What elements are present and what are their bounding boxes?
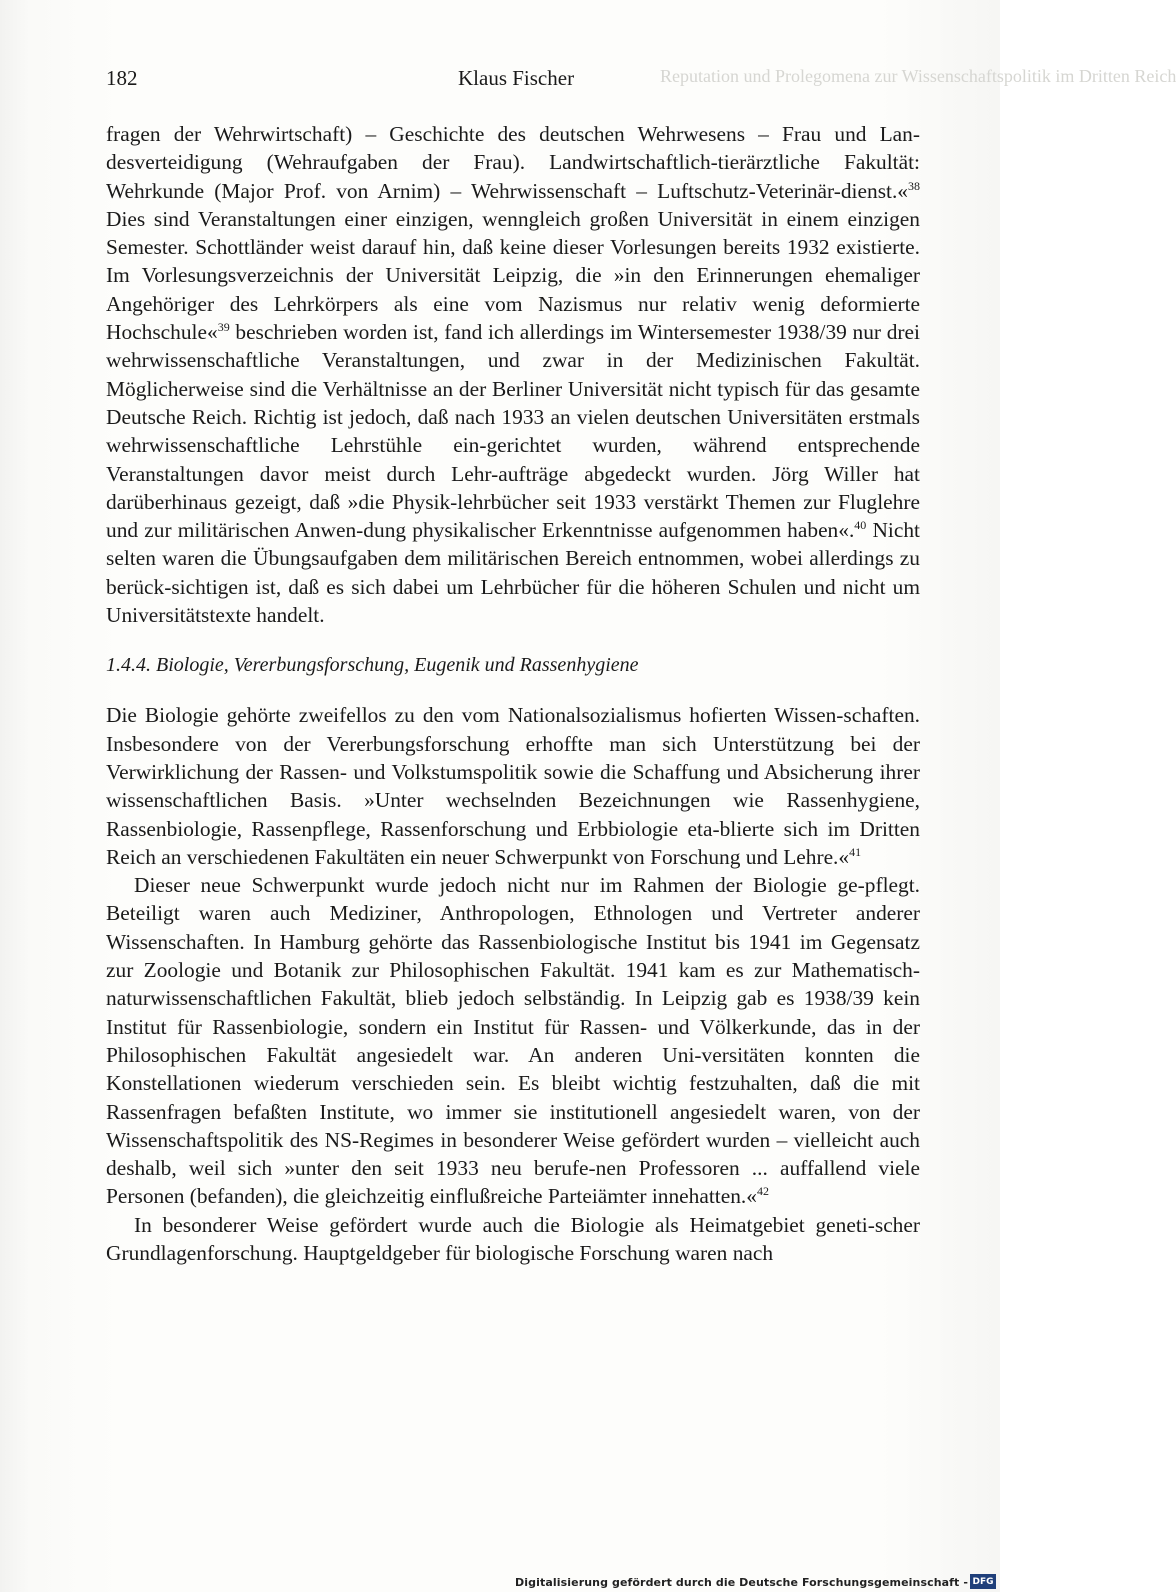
page-number: 182 [106, 66, 138, 90]
body-text [106, 120, 920, 1267]
page-header [106, 66, 910, 94]
paragraph-p2 [106, 701, 920, 871]
paragraphs-top [106, 120, 920, 629]
paragraph-text: Dieser neue Schwerpunkt wurde jedoch nicht nur im Rahmen der Biologie ge-pflegt. Beteiligt waren auch Mediziner, Anthropologen, Ethnologen und Vertreter anderer Wissenschaften. In Hamburg gehörte das Rassenbiologische Institut bis 1941 im Gegensatz zur Zoologie und Botanik zur Philosophischen Fakultät. 1941 kam es zur Mathematisch-naturwissenschaftlichen Fakultät, blieb jedoch selbständig. In Leipzig gab es 1938/39 kein Institut für Rassenbiologie, sondern ein Institut für Rassen- und Völkerkunde, das in der Philosophischen Fakultät angesiedelt war. An anderen Uni-versitäten konnten die Konstellationen wiederum verschieden sein. Es bleibt wichtig festzuhalten, daß die mit Rassenfragen befaßten Institute, wo immer sie institutionell angesiedelt waren, von der Wissenschaftspolitik des NS-Regimes in besonderer Weise gefördert wurden – vielleicht auch deshalb, weil sich »unter den seit 1933 neu berufe-nen Professoren ... auffallend viele Personen (befanden), die gleichzeitig einflußreiche Parteiämter innehatten.« [106, 873, 920, 1209]
footnote-ref: 39 [217, 320, 230, 335]
paragraph-p1 [106, 120, 920, 629]
show-through-text: Reputation und Prolegomena zur Wissenschaftspolitik im Dritten Reich [660, 66, 1176, 86]
section-heading: 1.4.4. Biologie, Vererbungsforschung, Eugenik und Rassenhygiene [106, 654, 639, 677]
paragraph-text: In besonderer Weise gefördert wurde auch die Biologie als Heimatgebiet geneti-scher Grundlagenforschung. Hauptgeldgeber für biologische Forschung waren nach [106, 1212, 920, 1265]
dfg-logo: DFG [970, 1574, 996, 1589]
paragraph-text: fragen der Wehrwirtschaft) – Geschichte des deutschen Wehrwesens – Frau und Lan-desverteidigung (Wehraufgaben der Frau). Landwirtschaftlich-tierärztliche Fakultät: Wehrkunde (Major Prof. von Arnim) – Wehrwissenschaft – Luftschutz-Veterinär-dienst.« [106, 122, 920, 203]
footnote-ref: 41 [849, 844, 862, 859]
paragraph-text: Nicht selten waren die Übungsaufgaben dem militärischen Bereich entnommen, wobei allerdings zu berück-sichtigen ist, daß es sich dabei um Lehrbücher für die höheren Schulen und nicht um Universitätstexte handelt. [106, 518, 920, 628]
paragraph-text: beschrieben worden ist, fand ich allerdings im Wintersemester 1938/39 nur drei wehrwissenschaftliche Veranstaltungen, und zwar in der Medizinischen Fakultät. Möglicherweise sind die Verhältnisse an der Berliner Universität nicht typisch für das gesamte Deutsche Reich. Richtig ist jedoch, daß nach 1933 an vielen deutschen Universitäten erstmals wehrwissenschaftliche Lehrstühle ein-gerichtet wurden, während entsprechende Veranstaltungen davor meist durch Lehr-aufträge abgedeckt wurden. Jörg Willer hat darüberhinaus gezeigt, daß »die Physik-lehrbücher seit 1933 verstärkt Themen zur Fluglehre und zur militärischen Anwen-dung physikalischer Erkenntnisse aufgenommen haben«. [106, 320, 920, 543]
running-head-author: Klaus Fischer [458, 66, 575, 90]
paragraph-p3 [106, 871, 920, 1211]
footnote-ref: 42 [756, 1184, 769, 1199]
paragraph-p4 [106, 1211, 920, 1268]
digitization-footer [0, 1568, 1000, 1592]
footnote-ref: 40 [854, 518, 867, 533]
paragraph-text: Dies sind Veranstaltungen einer einzigen, wenngleich großen Universität in einem einzigen Semester. Schottländer weist darauf hin, daß keine dieser Vorlesungen bereits 1932 existierte. Im Vorlesungsverzeichnis der Universität Leipzig, die »in den Erinnerungen ehemaliger Angehöriger des Lehrkörpers als eine vom Nazismus nur relativ wenig deformierte Hochschule« [106, 206, 920, 345]
paragraph-text: Die Biologie gehörte zweifellos zu den vom Nationalsozialismus hofierten Wissen-schaften. Insbesondere von der Vererbungsforschung erhoffte man sich Unterstützung bei der Verwirklichung der Rassen- und Volkstumspolitik sowie die Schaffung und Absicherung ihrer wissenschaftlichen Basis. »Unter wechselnden Bezeichnungen wie Rassenhygiene, Rassenbiologie, Rassenpflege, Rassenforschung und Erbbiologie eta-blierte sich im Dritten Reich an verschiedenen Fakultäten ein neuer Schwerpunkt von Forschung und Lehre.« [106, 703, 920, 869]
paragraphs-bottom [106, 701, 920, 1267]
footnote-ref: 38 [908, 178, 920, 193]
footer-note: Digitalisierung gefördert durch die Deutsche Forschungsgemeinschaft - [515, 1576, 968, 1589]
